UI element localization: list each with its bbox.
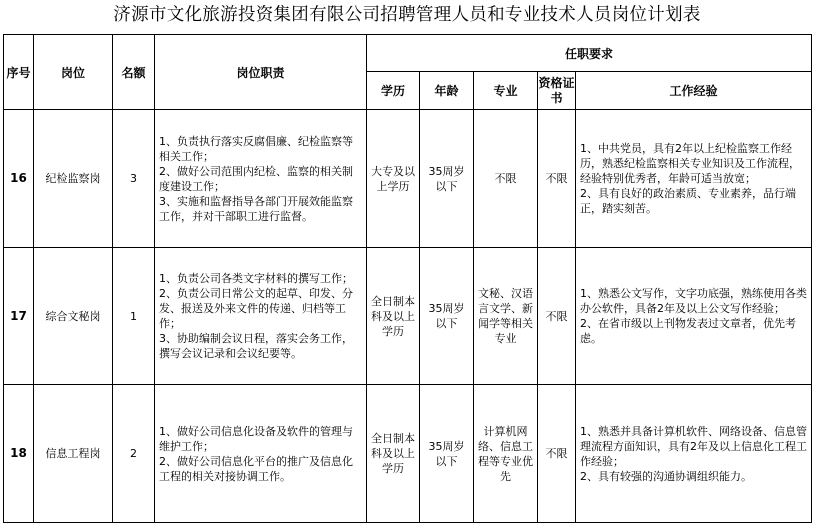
row-duties	[155, 110, 367, 248]
row-duties-text: 1、做好公司信息化设备及软件的管理与维护工作； 2、做好公司信息化平台的推广及信息化工程的相关对接协调工作。	[159, 424, 353, 483]
header-experience: 工作经验	[576, 72, 812, 110]
row-position: 纪检监察岗	[34, 110, 113, 248]
row-duties-text: 1、负责公司各类文字材料的撰写工作； 2、负责公司日常公文的起草、印发、分发、报送及外来文件的传递、归档等工作； 3、协助编制会议日程，落实会务工作，撰写会议记录和会议纪要等。	[159, 272, 353, 360]
page-title: 济源市文化旅游投资集团有限公司招聘管理人员和专业技术人员岗位计划表	[113, 5, 701, 25]
header-row-1	[4, 35, 812, 72]
row-major: 不限	[474, 110, 538, 248]
row-major: 计算机网络、信息工程等专业优先	[474, 385, 538, 523]
row-certificate: 不限	[538, 248, 576, 385]
row-age: 35周岁以下	[420, 385, 474, 523]
header-quota: 名额	[113, 35, 155, 110]
row-age: 35周岁以下	[420, 110, 474, 248]
row-age: 35周岁以下	[420, 248, 474, 385]
row-position: 信息工程岗	[34, 385, 113, 523]
header-position: 岗位	[34, 35, 113, 110]
row-education: 全日制本科及以上学历	[367, 248, 420, 385]
row-certificate: 不限	[538, 110, 576, 248]
header-certificate: 资格证书	[538, 72, 576, 110]
header-age: 年龄	[420, 72, 474, 110]
header-duties: 岗位职责	[155, 35, 367, 110]
row-certificate: 不限	[538, 385, 576, 523]
table-row	[4, 248, 812, 385]
header-requirements: 任职要求	[367, 35, 812, 72]
header-major: 专业	[474, 72, 538, 110]
row-duties	[155, 385, 367, 523]
table-row	[4, 110, 812, 248]
header-education: 学历	[367, 72, 420, 110]
row-seq: 17	[4, 248, 34, 385]
row-experience	[576, 248, 812, 385]
row-duties-text: 1、负责执行落实反腐倡廉、纪检监察等相关工作； 2、做好公司范围内纪检、监察的相关制度建设工作； 3、实施和监督指导各部门开展效能监察工作，并对干部职工进行监督。	[159, 134, 353, 223]
row-experience	[576, 110, 812, 248]
table-row	[4, 385, 812, 523]
row-quota: 2	[113, 385, 155, 523]
row-experience-text: 1、中共党员，具有2年以上纪检监察工作经历，熟悉纪检监察相关专业知识及工作流程，经验特别优秀者，年龄可适当放宽； 2、具有良好的政治素质、专业素养，品行端正，踏实刻苦。	[580, 142, 800, 215]
row-seq: 16	[4, 110, 34, 248]
row-education: 大专及以上学历	[367, 110, 420, 248]
row-seq: 18	[4, 385, 34, 523]
row-experience-text: 1、熟悉公文写作，文字功底强，熟练使用各类办公软件，具备2年及以上公文写作经验； 2、在省市级以上刊物发表过文章者，优先考虑。	[580, 287, 807, 345]
row-education: 全日制本科及以上学历	[367, 385, 420, 523]
row-quota: 1	[113, 248, 155, 385]
row-position: 综合文秘岗	[34, 248, 113, 385]
header-seq: 序号	[4, 35, 34, 110]
row-experience-text: 1、熟悉并具备计算机软件、网络设备、信息管理流程方面知识，具有2年及以上信息化工程工作经验； 2、具有较强的沟通协调组织能力。	[580, 424, 807, 483]
row-duties	[155, 248, 367, 385]
row-quota: 3	[113, 110, 155, 248]
row-major: 文秘、汉语言文学、新闻学等相关专业	[474, 248, 538, 385]
job-plan-table	[3, 34, 812, 523]
row-experience	[576, 385, 812, 523]
